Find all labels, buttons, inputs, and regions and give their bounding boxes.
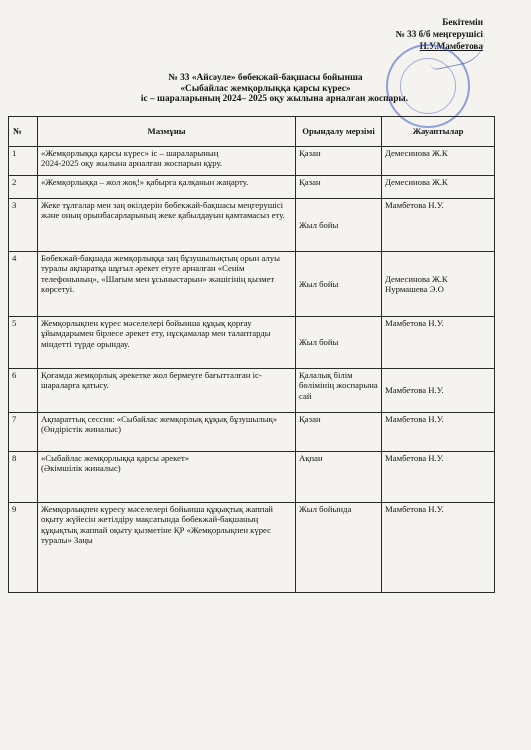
row-deadline: Жыл бойы bbox=[296, 317, 382, 369]
table-header-row bbox=[9, 117, 495, 147]
document-title bbox=[0, 73, 531, 105]
row-deadline: Қалалық білім бөлімінің жоспарына сай bbox=[296, 369, 382, 413]
row-content: Қоғамда жемқорлық әрекетке жол бермеуге бағытталған іс- шараларға қатысу. bbox=[38, 369, 296, 413]
row-responsible: Мамбетова Н.У. bbox=[382, 413, 495, 452]
table-row bbox=[9, 317, 495, 369]
title-line-1: № 33 «Айсәуле» бөбекжай-бақшасы бойынша bbox=[168, 73, 363, 83]
row-deadline: Жыл бойы bbox=[296, 252, 382, 317]
plan-table bbox=[8, 116, 495, 593]
row-deadline: Жыл бойында bbox=[296, 503, 382, 593]
row-content: Бөбекжай-бақшада жемқорлыққа заң бұзушылықтың орын алуы туралы ақпаратқа шұғыл әрекет етуге арналған «Сенім телефонының», «Шағым мен ұсыныстарын» жәшігінің қызмет көрсетуі. bbox=[38, 252, 296, 317]
title-line-2: «Сыбайлас жемқорлыққа қарсы күрес» bbox=[180, 83, 351, 94]
row-responsible: Мамбетова Н.У. bbox=[382, 503, 495, 593]
row-responsible: Демесинова Ж.К bbox=[382, 176, 495, 199]
row-content: «Жемқорлыққа қарсы күрес» іс – шараларының 2024-2025 оқу жылына арналған жоспарын құру. bbox=[38, 147, 296, 176]
row-content: Жемқорлықпен күрес мәселелері бойынша құқық қорғау ұйымдарымен бірлесе әрекет ету, нұсқамалар мен талаптарды міндетті түрде орындау. bbox=[38, 317, 296, 369]
header-responsible: Жауаптылар bbox=[382, 117, 495, 147]
header-number: № bbox=[9, 117, 38, 147]
row-number: 6 bbox=[9, 369, 38, 413]
row-deadline: Жыл бойы bbox=[296, 199, 382, 252]
row-deadline: Қазан bbox=[296, 147, 382, 176]
row-responsible: Мамбетова Н.У. bbox=[382, 452, 495, 503]
row-number: 8 bbox=[9, 452, 38, 503]
table-row bbox=[9, 199, 495, 252]
row-responsible: Мамбетова Н.У. bbox=[382, 369, 495, 413]
approval-line-3: Н.У.Мамбетова bbox=[419, 41, 483, 51]
row-deadline: Қазан bbox=[296, 176, 382, 199]
table-row bbox=[9, 503, 495, 593]
row-responsible: Мамбетова Н.У. bbox=[382, 317, 495, 369]
header-content: Мазмұны bbox=[38, 117, 296, 147]
row-content: Жемқорлықпен күресу мәселелері бойынша құқықтық жаппай оқыту жүйесін жетілдіру мақсатында бөбекжай-бақшаның құқықтық жаппай оқыту қызметіне ҚР «Жемқорлықпен күрес туралы» Заңы bbox=[38, 503, 296, 593]
row-deadline: Ақпан bbox=[296, 452, 382, 503]
approval-line-2: № 33 б/б меңгерушісі bbox=[395, 29, 483, 39]
row-number: 3 bbox=[9, 199, 38, 252]
row-responsible: Демесинова Ж.К Нурмашева Э.О bbox=[382, 252, 495, 317]
row-number: 7 bbox=[9, 413, 38, 452]
table-row bbox=[9, 176, 495, 199]
row-number: 9 bbox=[9, 503, 38, 593]
table-row bbox=[9, 147, 495, 176]
table-row bbox=[9, 252, 495, 317]
row-deadline: Қазан bbox=[296, 413, 382, 452]
approval-line-1: Бекітемін bbox=[442, 17, 483, 27]
row-content: «Сыбайлас жемқорлыққа қарсы әрекет» (Әкімшілік жиналыс) bbox=[38, 452, 296, 503]
header-deadline: Орындалу мерзімі bbox=[296, 117, 382, 147]
title-line-3: іс – шараларының 2024– 2025 оқу жылына арналған жоспары. bbox=[140, 94, 409, 105]
row-responsible: Демесинова Ж.К bbox=[382, 147, 495, 176]
row-content: «Жемқорлыққа – жол жоқ!» қабырға қалқанын жаңарту. bbox=[38, 176, 296, 199]
row-content: Ақпараттық сессия: «Сыбайлас жемқорлық құқық бұзушылық» (Өндірістік жиналыс) bbox=[38, 413, 296, 452]
row-number: 5 bbox=[9, 317, 38, 369]
row-content: Жеке тұлғалар мен заң өкілдерін бөбекжай-бақшасы меңгерушісі және оның орынбасарларының жеке қабылдауын қамтамасыз ету. bbox=[38, 199, 296, 252]
row-number: 2 bbox=[9, 176, 38, 199]
row-responsible: Мамбетова Н.У. bbox=[382, 199, 495, 252]
table-row bbox=[9, 413, 495, 452]
row-number: 1 bbox=[9, 147, 38, 176]
row-number: 4 bbox=[9, 252, 38, 317]
table-row bbox=[9, 369, 495, 413]
table-row bbox=[9, 452, 495, 503]
